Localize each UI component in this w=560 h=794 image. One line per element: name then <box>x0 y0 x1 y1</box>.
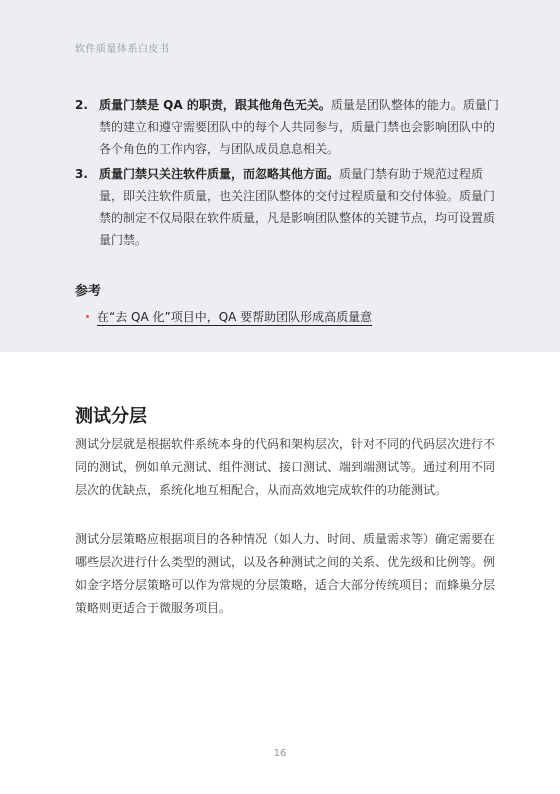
list-item-heading: 质量门禁是 QA 的职责，跟其他角色无关。 <box>99 98 331 112</box>
list-item-number: 3. <box>75 167 88 181</box>
list-item <box>75 163 500 251</box>
numbered-list <box>75 94 500 254</box>
reference-title: 参考 <box>75 284 102 299</box>
list-item-text: 质量门禁有助于规范过程质量，即关注软件质量，也关注团队整体的交付过程质量和交付体验。质量门禁的制定不仅局限在软件质量，凡是影响团队整体的关键节点，均可设置质量门禁。 <box>99 167 496 247</box>
reference-link[interactable]: 在“去 QA 化”项目中，QA 要帮助团队形成高质量意 <box>97 310 373 324</box>
list-item-heading: 质量门禁只关注软件质量，而忽略其他方面。 <box>99 167 340 181</box>
section-title: 测试分层 <box>75 406 147 427</box>
bullet-dot-icon <box>86 315 89 318</box>
highlight-panel <box>0 0 560 352</box>
page-number: 16 <box>273 748 287 759</box>
section-paragraph: 测试分层就是根据软件系统本身的代码和架构层次，针对不同的代码层次进行不同的测试，例如单元测试、组件测试、接口测试、端到端测试等。通过利用不同层次的优缺点，系统化地互相配合，从而高效地完成软件的功能测试。 <box>75 437 496 497</box>
section-paragraph: 测试分层策略应根据项目的各种情况（如人力、时间、质量需求等）确定需要在哪些层次进行什么类型的测试，以及各种测试之间的关系、优先级和比例等。例如金字塔分层策略可以作为常规的分层策略，适合大部分传统项目；而蜂巢分层策略则更适合于微服务项目。 <box>75 532 496 615</box>
reference-item <box>86 308 372 325</box>
list-item <box>75 94 500 160</box>
list-item-text: 质量是团队整体的能力。质量门禁的建立和遵守需要团队中的每个人共同参与，质量门禁也会影响团队中的各个角色的工作内容，与团队成员息息相关。 <box>99 98 499 156</box>
list-item-number: 2. <box>75 98 88 112</box>
running-header: 软件质量体系白皮书 <box>75 44 170 55</box>
